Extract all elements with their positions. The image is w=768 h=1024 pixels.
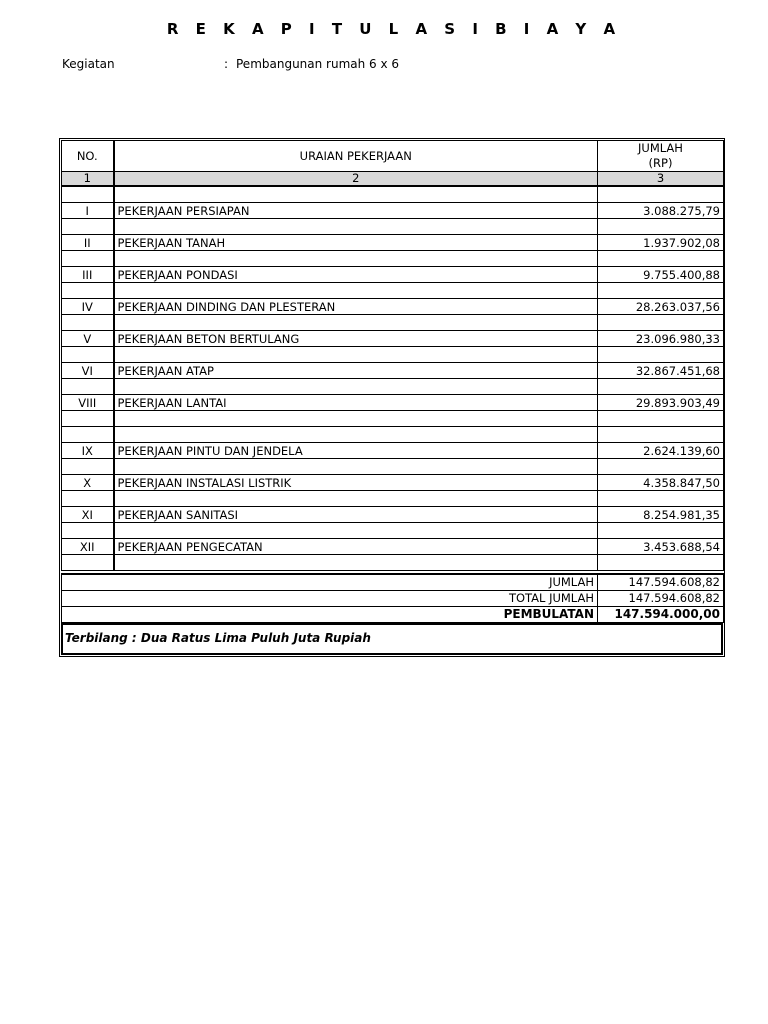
- spacer-cell: [598, 283, 724, 299]
- spacer-cell: [598, 347, 724, 363]
- table-row: [62, 299, 724, 315]
- spacer-cell: [598, 523, 724, 539]
- table-row: [62, 203, 724, 219]
- row-amount: 4.358.847,50: [598, 475, 724, 491]
- row-amount: 28.263.037,56: [598, 299, 724, 315]
- spacer-cell: [114, 251, 598, 267]
- total-jumlah-row: [62, 591, 724, 607]
- spacer-cell: [62, 379, 114, 395]
- row-amount: 1.937.902,08: [598, 235, 724, 251]
- row-description: PEKERJAAN PONDASI: [114, 267, 598, 283]
- spacer-cell: [598, 379, 724, 395]
- spacer-cell: [114, 491, 598, 507]
- cost-recap-table: [61, 140, 724, 571]
- spacer-cell: [62, 347, 114, 363]
- header-no: NO.: [62, 141, 114, 172]
- spacer-cell: [62, 555, 114, 571]
- row-number: IV: [62, 299, 114, 315]
- row-description: PEKERJAAN TANAH: [114, 235, 598, 251]
- table-row: [62, 539, 724, 555]
- spacer-row: [62, 251, 724, 267]
- header-amount: [598, 141, 724, 172]
- spacer-row: [62, 555, 724, 571]
- row-number: III: [62, 267, 114, 283]
- spacer-cell: [62, 427, 114, 443]
- spacer-cell: [114, 219, 598, 235]
- table-row: [62, 235, 724, 251]
- row-number: V: [62, 331, 114, 347]
- table-row: [62, 507, 724, 523]
- pembulatan-row: [62, 607, 724, 623]
- header-amount-line1: JUMLAH: [638, 141, 683, 155]
- spacer-cell: [598, 315, 724, 331]
- row-number: VI: [62, 363, 114, 379]
- column-index-row: [62, 172, 724, 187]
- activity-label: Kegiatan: [62, 57, 115, 71]
- table-row: [62, 443, 724, 459]
- row-description: PEKERJAAN LANTAI: [114, 395, 598, 411]
- spacer-cell: [114, 186, 598, 203]
- spacer-cell: [62, 523, 114, 539]
- row-amount: 9.755.400,88: [598, 267, 724, 283]
- spacer-row: [62, 283, 724, 299]
- spacer-cell: [62, 491, 114, 507]
- spacer-cell: [598, 555, 724, 571]
- table-row: [62, 267, 724, 283]
- spacer-row: [62, 379, 724, 395]
- row-description: PEKERJAAN BETON BERTULANG: [114, 331, 598, 347]
- jumlah-row: [62, 574, 724, 591]
- activity-value: Pembangunan rumah 6 x 6: [236, 57, 400, 71]
- spacer-row: [62, 315, 724, 331]
- spacer-cell: [598, 411, 724, 427]
- table-row: [62, 363, 724, 379]
- terbilang-text: Terbilang : Dua Ratus Lima Puluh Juta Rupiah: [61, 623, 723, 655]
- spacer-cell: [598, 251, 724, 267]
- totals-table: [61, 573, 724, 623]
- spacer-cell: [62, 219, 114, 235]
- total-jumlah-label: TOTAL JUMLAH: [62, 591, 598, 607]
- row-description: PEKERJAAN PINTU DAN JENDELA: [114, 443, 598, 459]
- row-number: II: [62, 235, 114, 251]
- row-number: VIII: [62, 395, 114, 411]
- spacer-cell: [598, 186, 724, 203]
- page-title: R E K A P I T U L A S I B I A Y A: [166, 20, 622, 38]
- row-number: XI: [62, 507, 114, 523]
- spacer-cell: [62, 186, 114, 203]
- row-description: PEKERJAAN PERSIAPAN: [114, 203, 598, 219]
- spacer-cell: [598, 459, 724, 475]
- row-amount: 32.867.451,68: [598, 363, 724, 379]
- row-number: X: [62, 475, 114, 491]
- spacer-row: [62, 459, 724, 475]
- spacer-cell: [114, 427, 598, 443]
- row-description: PEKERJAAN ATAP: [114, 363, 598, 379]
- pembulatan-label: PEMBULATAN: [62, 607, 598, 623]
- row-description: PEKERJAAN PENGECATAN: [114, 539, 598, 555]
- spacer-cell: [62, 251, 114, 267]
- spacer-cell: [114, 347, 598, 363]
- table-row: [62, 331, 724, 347]
- index-col-1: 1: [62, 172, 114, 187]
- table-header-row: [62, 141, 724, 172]
- row-number: IX: [62, 443, 114, 459]
- row-description: PEKERJAAN DINDING DAN PLESTERAN: [114, 299, 598, 315]
- jumlah-label: JUMLAH: [62, 574, 598, 591]
- row-amount: 2.624.139,60: [598, 443, 724, 459]
- spacer-cell: [114, 379, 598, 395]
- spacer-row: [62, 219, 724, 235]
- row-number: XII: [62, 539, 114, 555]
- row-amount: 3.088.275,79: [598, 203, 724, 219]
- spacer-cell: [62, 283, 114, 299]
- spacer-cell: [114, 283, 598, 299]
- spacer-cell: [62, 411, 114, 427]
- header-amount-line2: (RP): [648, 156, 673, 170]
- row-description: PEKERJAAN INSTALASI LISTRIK: [114, 475, 598, 491]
- row-amount: 3.453.688,54: [598, 539, 724, 555]
- spacer-cell: [62, 315, 114, 331]
- spacer-cell: [114, 459, 598, 475]
- index-col-2: 2: [114, 172, 598, 187]
- spacer-row: [62, 427, 724, 443]
- spacer-row: [62, 523, 724, 539]
- row-amount: 29.893.903,49: [598, 395, 724, 411]
- table-row: [62, 395, 724, 411]
- spacer-row: [62, 491, 724, 507]
- spacer-cell: [598, 219, 724, 235]
- spacer-cell: [114, 555, 598, 571]
- index-col-3: 3: [598, 172, 724, 187]
- row-description: PEKERJAAN SANITASI: [114, 507, 598, 523]
- row-number: I: [62, 203, 114, 219]
- spacer-cell: [114, 523, 598, 539]
- spacer-row: [62, 411, 724, 427]
- spacer-row: [62, 186, 724, 203]
- activity-colon: :: [224, 57, 229, 71]
- table-row: [62, 475, 724, 491]
- row-amount: 8.254.981,35: [598, 507, 724, 523]
- spacer-row: [62, 347, 724, 363]
- header-item: URAIAN PEKERJAAN: [114, 141, 598, 172]
- total-jumlah-value: 147.594.608,82: [598, 591, 724, 607]
- spacer-cell: [114, 411, 598, 427]
- spacer-cell: [598, 491, 724, 507]
- spacer-cell: [114, 315, 598, 331]
- pembulatan-value: 147.594.000,00: [598, 607, 724, 623]
- spacer-cell: [598, 427, 724, 443]
- row-amount: 23.096.980,33: [598, 331, 724, 347]
- spacer-cell: [62, 459, 114, 475]
- jumlah-value: 147.594.608,82: [598, 574, 724, 591]
